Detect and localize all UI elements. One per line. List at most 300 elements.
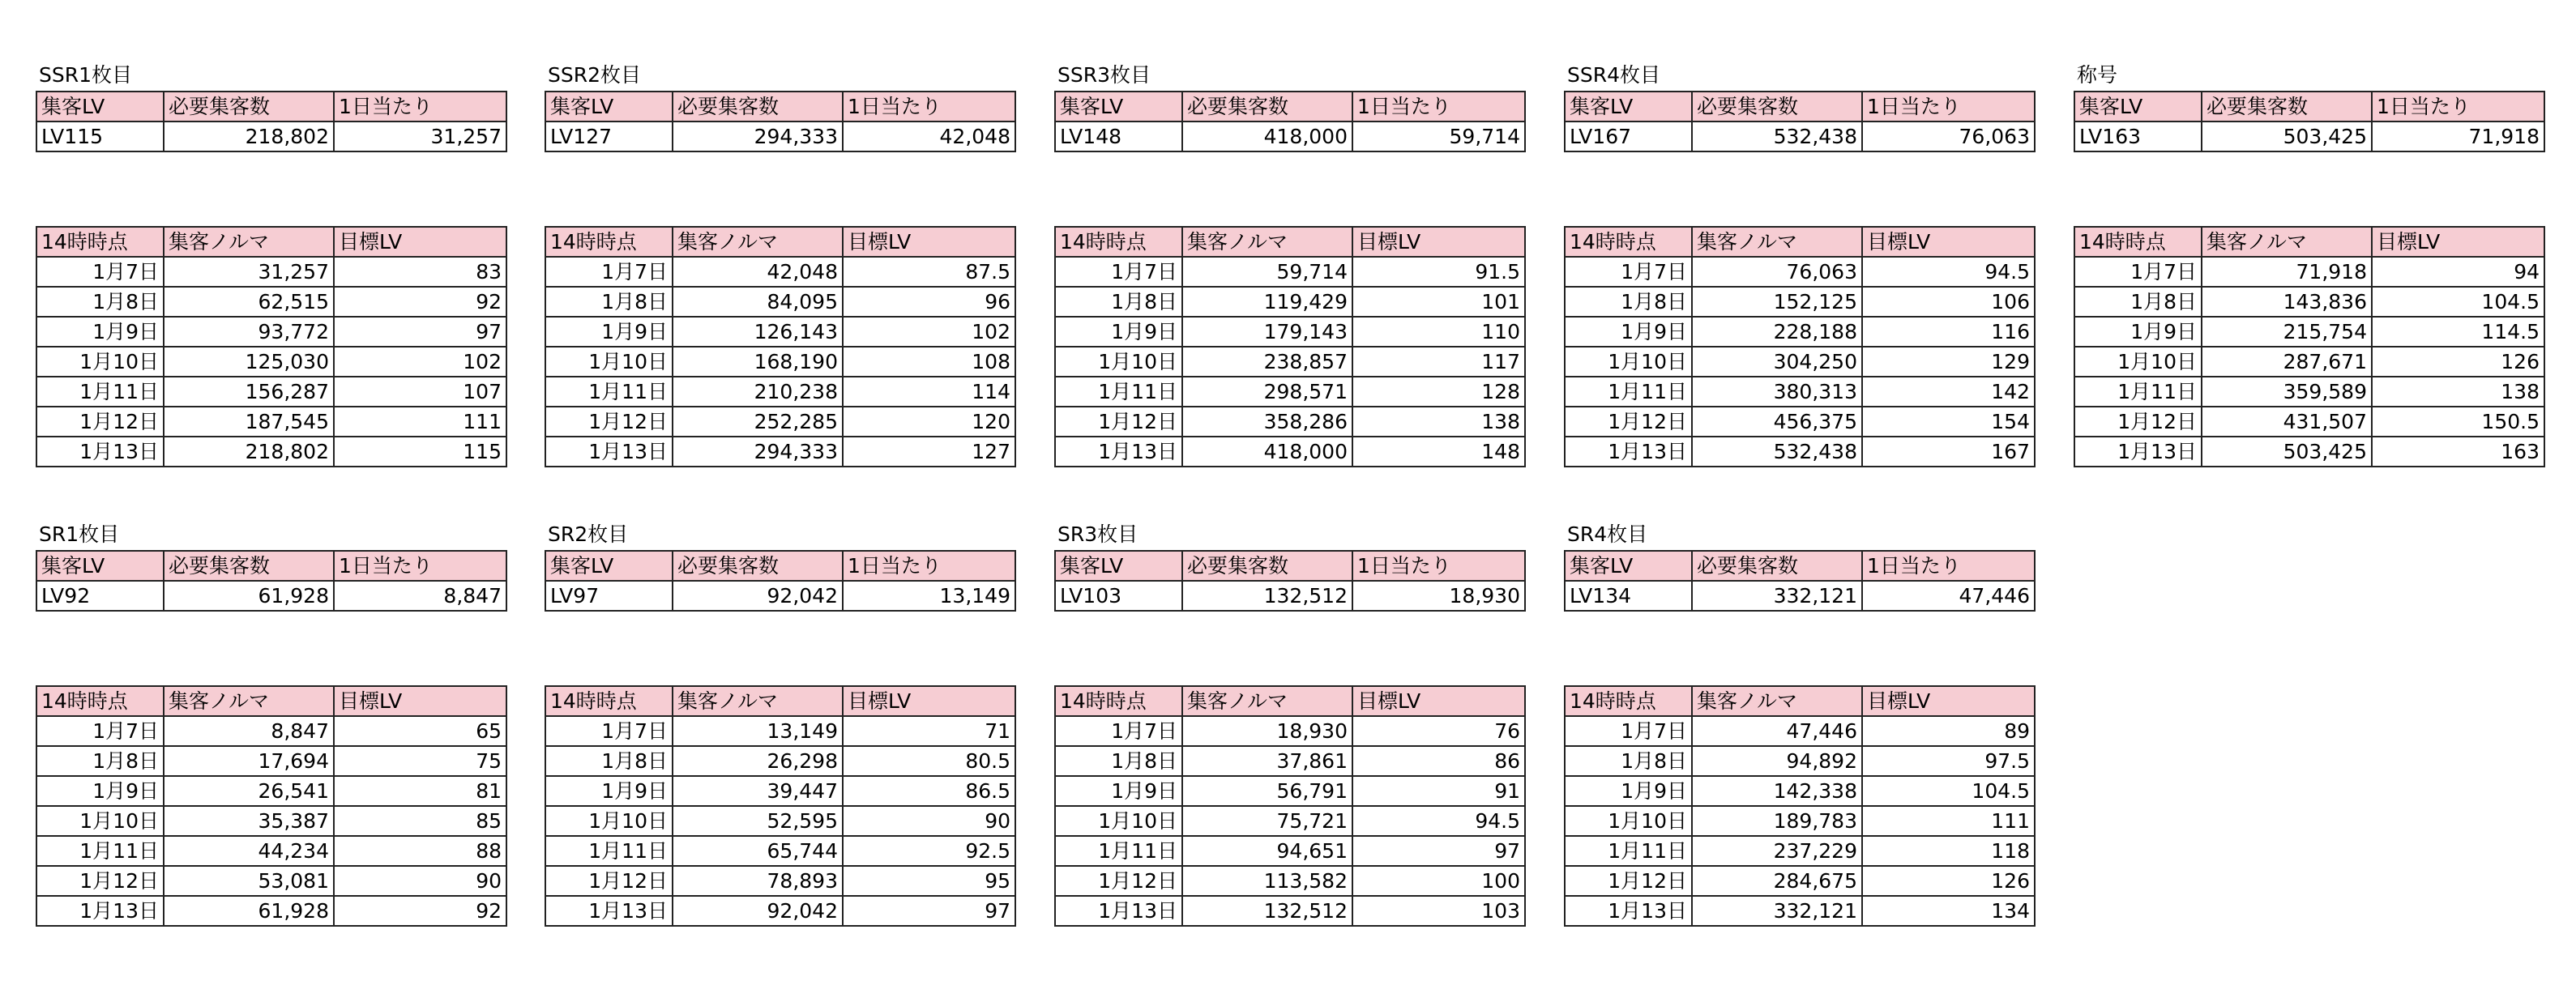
- header-cell[interactable]: 必要集客数: [1692, 551, 1862, 581]
- target-lv-cell[interactable]: 94.5: [1862, 257, 2035, 287]
- required-count-cell[interactable]: 294,333: [673, 122, 843, 151]
- quota-cell[interactable]: 113,582: [1182, 866, 1352, 896]
- quota-cell[interactable]: 47,446: [1692, 716, 1862, 746]
- date-cell[interactable]: 1月12日: [545, 407, 673, 437]
- target-lv-cell[interactable]: 110: [1352, 317, 1525, 347]
- date-cell[interactable]: 1月13日: [1565, 896, 1692, 926]
- header-cell[interactable]: 集客ノルマ: [673, 227, 843, 257]
- required-count-cell[interactable]: 532,438: [1692, 122, 1862, 151]
- quota-cell[interactable]: 218,802: [164, 437, 334, 467]
- quota-cell[interactable]: 287,671: [2202, 347, 2372, 377]
- date-cell[interactable]: 1月12日: [1565, 407, 1692, 437]
- per-day-cell[interactable]: 59,714: [1352, 122, 1525, 151]
- date-cell[interactable]: 1月13日: [1055, 437, 1182, 467]
- target-lv-cell[interactable]: 126: [1862, 866, 2035, 896]
- target-lv-cell[interactable]: 97: [843, 896, 1015, 926]
- date-cell[interactable]: 1月13日: [545, 896, 673, 926]
- quota-cell[interactable]: 156,287: [164, 377, 334, 407]
- quota-cell[interactable]: 42,048: [673, 257, 843, 287]
- daily-header-row: [36, 227, 506, 257]
- date-cell[interactable]: 1月10日: [1055, 347, 1182, 377]
- header-cell[interactable]: 1日当たり: [1862, 92, 2035, 122]
- date-cell[interactable]: 1月11日: [1055, 836, 1182, 866]
- quota-cell[interactable]: 418,000: [1182, 437, 1352, 467]
- date-cell[interactable]: 1月10日: [36, 806, 164, 836]
- date-cell[interactable]: 1月7日: [36, 257, 164, 287]
- target-lv-cell[interactable]: 111: [334, 407, 506, 437]
- target-lv-cell[interactable]: 138: [2372, 377, 2544, 407]
- target-lv-cell[interactable]: 104.5: [1862, 776, 2035, 806]
- header-cell[interactable]: 1日当たり: [843, 92, 1015, 122]
- target-lv-cell[interactable]: 163: [2372, 437, 2544, 467]
- header-cell[interactable]: 必要集客数: [164, 551, 334, 581]
- summary-row: [545, 122, 1015, 151]
- header-cell[interactable]: 集客ノルマ: [164, 686, 334, 716]
- quota-cell[interactable]: 62,515: [164, 287, 334, 317]
- quota-cell[interactable]: 304,250: [1692, 347, 1862, 377]
- date-cell[interactable]: 1月12日: [36, 866, 164, 896]
- table-row: [545, 287, 1015, 317]
- header-cell[interactable]: 14時時点: [1055, 686, 1182, 716]
- target-lv-cell[interactable]: 115: [334, 437, 506, 467]
- target-lv-cell[interactable]: 81: [334, 776, 506, 806]
- lv-cell[interactable]: LV163: [2074, 122, 2202, 151]
- quota-cell[interactable]: 65,744: [673, 836, 843, 866]
- date-cell[interactable]: 1月7日: [1565, 257, 1692, 287]
- date-cell[interactable]: 1月10日: [36, 347, 164, 377]
- target-lv-cell[interactable]: 102: [843, 317, 1015, 347]
- table-row: [36, 257, 506, 287]
- required-count-cell[interactable]: 218,802: [164, 122, 334, 151]
- per-day-cell[interactable]: 13,149: [843, 581, 1015, 611]
- target-lv-cell[interactable]: 92.5: [843, 836, 1015, 866]
- target-lv-cell[interactable]: 127: [843, 437, 1015, 467]
- target-lv-cell[interactable]: 108: [843, 347, 1015, 377]
- target-lv-cell[interactable]: 88: [334, 836, 506, 866]
- lv-cell[interactable]: LV97: [545, 581, 673, 611]
- target-lv-cell[interactable]: 89: [1862, 716, 2035, 746]
- quota-cell[interactable]: 76,063: [1692, 257, 1862, 287]
- quota-cell[interactable]: 39,447: [673, 776, 843, 806]
- target-lv-cell[interactable]: 97: [334, 317, 506, 347]
- target-lv-cell[interactable]: 104.5: [2372, 287, 2544, 317]
- target-lv-cell[interactable]: 128: [1352, 377, 1525, 407]
- header-cell[interactable]: 1日当たり: [334, 551, 506, 581]
- table-row: [1055, 287, 1525, 317]
- quota-cell[interactable]: 284,675: [1692, 866, 1862, 896]
- header-cell[interactable]: 集客LV: [1055, 92, 1182, 122]
- header-cell[interactable]: 14時時点: [1055, 227, 1182, 257]
- quota-cell[interactable]: 456,375: [1692, 407, 1862, 437]
- header-cell[interactable]: 14時時点: [1565, 227, 1692, 257]
- quota-cell[interactable]: 228,188: [1692, 317, 1862, 347]
- header-cell[interactable]: 集客LV: [1565, 551, 1692, 581]
- header-cell[interactable]: 集客ノルマ: [1182, 227, 1352, 257]
- date-cell[interactable]: 1月7日: [545, 257, 673, 287]
- summary-row: [1055, 122, 1525, 151]
- quota-cell[interactable]: 238,857: [1182, 347, 1352, 377]
- header-cell[interactable]: 目標LV: [1862, 227, 2035, 257]
- target-lv-cell[interactable]: 106: [1862, 287, 2035, 317]
- target-lv-cell[interactable]: 86.5: [843, 776, 1015, 806]
- date-cell[interactable]: 1月9日: [1055, 776, 1182, 806]
- quota-cell[interactable]: 332,121: [1692, 896, 1862, 926]
- header-cell[interactable]: 目標LV: [334, 227, 506, 257]
- quota-cell[interactable]: 143,836: [2202, 287, 2372, 317]
- target-lv-cell[interactable]: 103: [1352, 896, 1525, 926]
- quota-cell[interactable]: 71,918: [2202, 257, 2372, 287]
- table-row: [1055, 716, 1525, 746]
- header-cell[interactable]: 1日当たり: [1862, 551, 2035, 581]
- date-cell[interactable]: 1月9日: [36, 776, 164, 806]
- date-cell[interactable]: 1月8日: [545, 287, 673, 317]
- quota-cell[interactable]: 252,285: [673, 407, 843, 437]
- daily-table: [545, 226, 1016, 467]
- quota-cell[interactable]: 237,229: [1692, 836, 1862, 866]
- quota-cell[interactable]: 44,234: [164, 836, 334, 866]
- quota-cell[interactable]: 75,721: [1182, 806, 1352, 836]
- quota-cell[interactable]: 8,847: [164, 716, 334, 746]
- header-cell[interactable]: 目標LV: [843, 686, 1015, 716]
- header-cell[interactable]: 集客LV: [36, 551, 164, 581]
- quota-cell[interactable]: 359,589: [2202, 377, 2372, 407]
- target-lv-cell[interactable]: 83: [334, 257, 506, 287]
- target-lv-cell[interactable]: 107: [334, 377, 506, 407]
- per-day-cell[interactable]: 8,847: [334, 581, 506, 611]
- daily-header-row: [2074, 227, 2544, 257]
- quota-cell[interactable]: 26,541: [164, 776, 334, 806]
- quota-cell[interactable]: 125,030: [164, 347, 334, 377]
- date-cell[interactable]: 1月8日: [1565, 287, 1692, 317]
- quota-cell[interactable]: 13,149: [673, 716, 843, 746]
- summary-header-row: [545, 92, 1015, 122]
- date-cell[interactable]: 1月11日: [36, 377, 164, 407]
- target-lv-cell[interactable]: 90: [334, 866, 506, 896]
- date-cell[interactable]: 1月7日: [1055, 716, 1182, 746]
- target-lv-cell[interactable]: 129: [1862, 347, 2035, 377]
- date-cell[interactable]: 1月9日: [36, 317, 164, 347]
- date-cell[interactable]: 1月9日: [2074, 317, 2202, 347]
- quota-cell[interactable]: 298,571: [1182, 377, 1352, 407]
- quota-cell[interactable]: 61,928: [164, 896, 334, 926]
- header-cell[interactable]: 必要集客数: [1182, 92, 1352, 122]
- header-cell[interactable]: 必要集客数: [673, 92, 843, 122]
- date-cell[interactable]: 1月7日: [545, 716, 673, 746]
- target-lv-cell[interactable]: 71: [843, 716, 1015, 746]
- lv-cell[interactable]: LV127: [545, 122, 673, 151]
- quota-cell[interactable]: 26,298: [673, 746, 843, 776]
- quota-cell[interactable]: 532,438: [1692, 437, 1862, 467]
- quota-cell[interactable]: 94,892: [1692, 746, 1862, 776]
- date-cell[interactable]: 1月8日: [36, 287, 164, 317]
- date-cell[interactable]: 1月10日: [2074, 347, 2202, 377]
- table-row: [36, 716, 506, 746]
- header-cell[interactable]: 集客ノルマ: [673, 686, 843, 716]
- quota-cell[interactable]: 119,429: [1182, 287, 1352, 317]
- date-cell[interactable]: 1月12日: [545, 866, 673, 896]
- date-cell[interactable]: 1月11日: [545, 377, 673, 407]
- date-cell[interactable]: 1月13日: [545, 437, 673, 467]
- target-lv-cell[interactable]: 150.5: [2372, 407, 2544, 437]
- target-lv-cell[interactable]: 94.5: [1352, 806, 1525, 836]
- quota-cell[interactable]: 56,791: [1182, 776, 1352, 806]
- target-lv-cell[interactable]: 100: [1352, 866, 1525, 896]
- table-row: [1055, 746, 1525, 776]
- date-cell[interactable]: 1月9日: [1055, 317, 1182, 347]
- summary-row: [1565, 581, 2035, 611]
- header-cell[interactable]: 必要集客数: [673, 551, 843, 581]
- header-cell[interactable]: 目標LV: [334, 686, 506, 716]
- target-lv-cell[interactable]: 80.5: [843, 746, 1015, 776]
- lv-cell[interactable]: LV134: [1565, 581, 1692, 611]
- target-lv-cell[interactable]: 117: [1352, 347, 1525, 377]
- quota-cell[interactable]: 84,095: [673, 287, 843, 317]
- quota-cell[interactable]: 152,125: [1692, 287, 1862, 317]
- target-lv-cell[interactable]: 102: [334, 347, 506, 377]
- quota-cell[interactable]: 503,425: [2202, 437, 2372, 467]
- header-cell[interactable]: 集客ノルマ: [1692, 686, 1862, 716]
- summary-row: [36, 122, 506, 151]
- header-cell[interactable]: 1日当たり: [334, 92, 506, 122]
- date-cell[interactable]: 1月8日: [1565, 746, 1692, 776]
- target-lv-cell[interactable]: 92: [334, 287, 506, 317]
- table-row: [1055, 776, 1525, 806]
- summary-header-row: [2074, 92, 2544, 122]
- date-cell[interactable]: 1月11日: [2074, 377, 2202, 407]
- header-cell[interactable]: 14時時点: [36, 686, 164, 716]
- date-cell[interactable]: 1月12日: [1055, 407, 1182, 437]
- lv-cell[interactable]: LV167: [1565, 122, 1692, 151]
- table-row: [545, 317, 1015, 347]
- header-cell[interactable]: 目標LV: [1352, 686, 1525, 716]
- header-cell[interactable]: 集客ノルマ: [2202, 227, 2372, 257]
- header-cell[interactable]: 必要集客数: [164, 92, 334, 122]
- header-cell[interactable]: 目標LV: [1862, 686, 2035, 716]
- target-lv-cell[interactable]: 116: [1862, 317, 2035, 347]
- target-lv-cell[interactable]: 90: [843, 806, 1015, 836]
- header-cell[interactable]: 集客ノルマ: [164, 227, 334, 257]
- date-cell[interactable]: 1月7日: [1565, 716, 1692, 746]
- date-cell[interactable]: 1月12日: [1565, 866, 1692, 896]
- per-day-cell[interactable]: 42,048: [843, 122, 1015, 151]
- target-lv-cell[interactable]: 95: [843, 866, 1015, 896]
- quota-cell[interactable]: 37,861: [1182, 746, 1352, 776]
- target-lv-cell[interactable]: 167: [1862, 437, 2035, 467]
- lv-cell[interactable]: LV148: [1055, 122, 1182, 151]
- date-cell[interactable]: 1月9日: [1565, 776, 1692, 806]
- table-row: [36, 746, 506, 776]
- date-cell[interactable]: 1月13日: [1565, 437, 1692, 467]
- header-cell[interactable]: 1日当たり: [1352, 92, 1525, 122]
- quota-cell[interactable]: 52,595: [673, 806, 843, 836]
- header-cell[interactable]: 目標LV: [843, 227, 1015, 257]
- quota-cell[interactable]: 17,694: [164, 746, 334, 776]
- summary-header-row: [545, 551, 1015, 581]
- date-cell[interactable]: 1月11日: [545, 836, 673, 866]
- target-lv-cell[interactable]: 94: [2372, 257, 2544, 287]
- date-cell[interactable]: 1月8日: [36, 746, 164, 776]
- target-lv-cell[interactable]: 114.5: [2372, 317, 2544, 347]
- date-cell[interactable]: 1月13日: [1055, 896, 1182, 926]
- date-cell[interactable]: 1月8日: [1055, 287, 1182, 317]
- header-cell[interactable]: 1日当たり: [1352, 551, 1525, 581]
- target-lv-cell[interactable]: 96: [843, 287, 1015, 317]
- header-cell[interactable]: 1日当たり: [843, 551, 1015, 581]
- quota-cell[interactable]: 179,143: [1182, 317, 1352, 347]
- date-cell[interactable]: 1月11日: [1565, 377, 1692, 407]
- target-lv-cell[interactable]: 142: [1862, 377, 2035, 407]
- quota-cell[interactable]: 294,333: [673, 437, 843, 467]
- date-cell[interactable]: 1月10日: [1565, 806, 1692, 836]
- required-count-cell[interactable]: 332,121: [1692, 581, 1862, 611]
- date-cell[interactable]: 1月12日: [36, 407, 164, 437]
- date-cell[interactable]: 1月10日: [1055, 806, 1182, 836]
- per-day-cell[interactable]: 18,930: [1352, 581, 1525, 611]
- table-row: [545, 746, 1015, 776]
- target-lv-cell[interactable]: 91: [1352, 776, 1525, 806]
- header-cell[interactable]: 目標LV: [2372, 227, 2544, 257]
- target-lv-cell[interactable]: 97.5: [1862, 746, 2035, 776]
- table-row: [1565, 896, 2035, 926]
- target-lv-cell[interactable]: 97: [1352, 836, 1525, 866]
- quota-cell[interactable]: 78,893: [673, 866, 843, 896]
- header-cell[interactable]: 必要集客数: [1182, 551, 1352, 581]
- date-cell[interactable]: 1月8日: [2074, 287, 2202, 317]
- quota-cell[interactable]: 431,507: [2202, 407, 2372, 437]
- target-lv-cell[interactable]: 86: [1352, 746, 1525, 776]
- target-lv-cell[interactable]: 148: [1352, 437, 1525, 467]
- lv-cell[interactable]: LV103: [1055, 581, 1182, 611]
- quota-cell[interactable]: 380,313: [1692, 377, 1862, 407]
- header-cell[interactable]: 必要集客数: [2202, 92, 2372, 122]
- date-cell[interactable]: 1月13日: [2074, 437, 2202, 467]
- required-count-cell[interactable]: 503,425: [2202, 122, 2372, 151]
- header-cell[interactable]: 集客ノルマ: [1182, 686, 1352, 716]
- table-row: [2074, 347, 2544, 377]
- quota-cell[interactable]: 31,257: [164, 257, 334, 287]
- required-count-cell[interactable]: 418,000: [1182, 122, 1352, 151]
- header-cell[interactable]: 集客LV: [545, 551, 673, 581]
- date-cell[interactable]: 1月7日: [1055, 257, 1182, 287]
- per-day-cell[interactable]: 47,446: [1862, 581, 2035, 611]
- date-cell[interactable]: 1月9日: [545, 317, 673, 347]
- date-cell[interactable]: 1月7日: [2074, 257, 2202, 287]
- target-lv-cell[interactable]: 76: [1352, 716, 1525, 746]
- date-cell[interactable]: 1月9日: [1565, 317, 1692, 347]
- target-lv-cell[interactable]: 92: [334, 896, 506, 926]
- quota-cell[interactable]: 358,286: [1182, 407, 1352, 437]
- header-cell[interactable]: 集客LV: [1565, 92, 1692, 122]
- required-count-cell[interactable]: 92,042: [673, 581, 843, 611]
- header-cell[interactable]: 1日当たり: [2372, 92, 2544, 122]
- header-cell[interactable]: 14時時点: [36, 227, 164, 257]
- header-cell[interactable]: 14時時点: [2074, 227, 2202, 257]
- quota-cell[interactable]: 168,190: [673, 347, 843, 377]
- target-lv-cell[interactable]: 65: [334, 716, 506, 746]
- daily-table: [1054, 226, 1526, 467]
- date-cell[interactable]: 1月13日: [36, 437, 164, 467]
- date-cell[interactable]: 1月12日: [2074, 407, 2202, 437]
- target-lv-cell[interactable]: 118: [1862, 836, 2035, 866]
- lv-cell[interactable]: LV92: [36, 581, 164, 611]
- quota-cell[interactable]: 215,754: [2202, 317, 2372, 347]
- daily-header-row: [1565, 686, 2035, 716]
- target-lv-cell[interactable]: 134: [1862, 896, 2035, 926]
- date-cell[interactable]: 1月8日: [1055, 746, 1182, 776]
- quota-cell[interactable]: 93,772: [164, 317, 334, 347]
- date-cell[interactable]: 1月10日: [545, 806, 673, 836]
- header-cell[interactable]: 14時時点: [545, 686, 673, 716]
- target-lv-cell[interactable]: 101: [1352, 287, 1525, 317]
- quota-cell[interactable]: 210,238: [673, 377, 843, 407]
- required-count-cell[interactable]: 132,512: [1182, 581, 1352, 611]
- date-cell[interactable]: 1月9日: [545, 776, 673, 806]
- header-cell[interactable]: 14時時点: [1565, 686, 1692, 716]
- quota-cell[interactable]: 53,081: [164, 866, 334, 896]
- target-lv-cell[interactable]: 111: [1862, 806, 2035, 836]
- table-row: [1055, 806, 1525, 836]
- date-cell[interactable]: 1月13日: [36, 896, 164, 926]
- quota-cell[interactable]: 18,930: [1182, 716, 1352, 746]
- table-row: [545, 347, 1015, 377]
- date-cell[interactable]: 1月8日: [545, 746, 673, 776]
- header-cell[interactable]: 集客ノルマ: [1692, 227, 1862, 257]
- target-lv-cell[interactable]: 114: [843, 377, 1015, 407]
- header-cell[interactable]: 14時時点: [545, 227, 673, 257]
- date-cell[interactable]: 1月11日: [36, 836, 164, 866]
- quota-cell[interactable]: 59,714: [1182, 257, 1352, 287]
- daily-table: [1564, 226, 2036, 467]
- header-cell[interactable]: 必要集客数: [1692, 92, 1862, 122]
- header-cell[interactable]: 集客LV: [2074, 92, 2202, 122]
- header-cell[interactable]: 集客LV: [1055, 551, 1182, 581]
- date-cell[interactable]: 1月11日: [1055, 377, 1182, 407]
- header-cell[interactable]: 集客LV: [36, 92, 164, 122]
- quota-cell[interactable]: 35,387: [164, 806, 334, 836]
- quota-cell[interactable]: 94,651: [1182, 836, 1352, 866]
- per-day-cell[interactable]: 76,063: [1862, 122, 2035, 151]
- target-lv-cell[interactable]: 154: [1862, 407, 2035, 437]
- header-cell[interactable]: 目標LV: [1352, 227, 1525, 257]
- target-lv-cell[interactable]: 91.5: [1352, 257, 1525, 287]
- date-cell[interactable]: 1月12日: [1055, 866, 1182, 896]
- quota-cell[interactable]: 92,042: [673, 896, 843, 926]
- target-lv-cell[interactable]: 75: [334, 746, 506, 776]
- per-day-cell[interactable]: 71,918: [2372, 122, 2544, 151]
- quota-cell[interactable]: 132,512: [1182, 896, 1352, 926]
- quota-cell[interactable]: 142,338: [1692, 776, 1862, 806]
- header-cell[interactable]: 集客LV: [545, 92, 673, 122]
- date-cell[interactable]: 1月7日: [36, 716, 164, 746]
- lv-cell[interactable]: LV115: [36, 122, 164, 151]
- quota-cell[interactable]: 187,545: [164, 407, 334, 437]
- table-row: [1565, 746, 2035, 776]
- date-cell[interactable]: 1月10日: [545, 347, 673, 377]
- target-lv-cell[interactable]: 138: [1352, 407, 1525, 437]
- table-row: [1055, 866, 1525, 896]
- date-cell[interactable]: 1月10日: [1565, 347, 1692, 377]
- quota-cell[interactable]: 189,783: [1692, 806, 1862, 836]
- required-count-cell[interactable]: 61,928: [164, 581, 334, 611]
- target-lv-cell[interactable]: 126: [2372, 347, 2544, 377]
- target-lv-cell[interactable]: 85: [334, 806, 506, 836]
- date-cell[interactable]: 1月11日: [1565, 836, 1692, 866]
- table-row: [1565, 287, 2035, 317]
- per-day-cell[interactable]: 31,257: [334, 122, 506, 151]
- target-lv-cell[interactable]: 120: [843, 407, 1015, 437]
- quota-cell[interactable]: 126,143: [673, 317, 843, 347]
- target-lv-cell[interactable]: 87.5: [843, 257, 1015, 287]
